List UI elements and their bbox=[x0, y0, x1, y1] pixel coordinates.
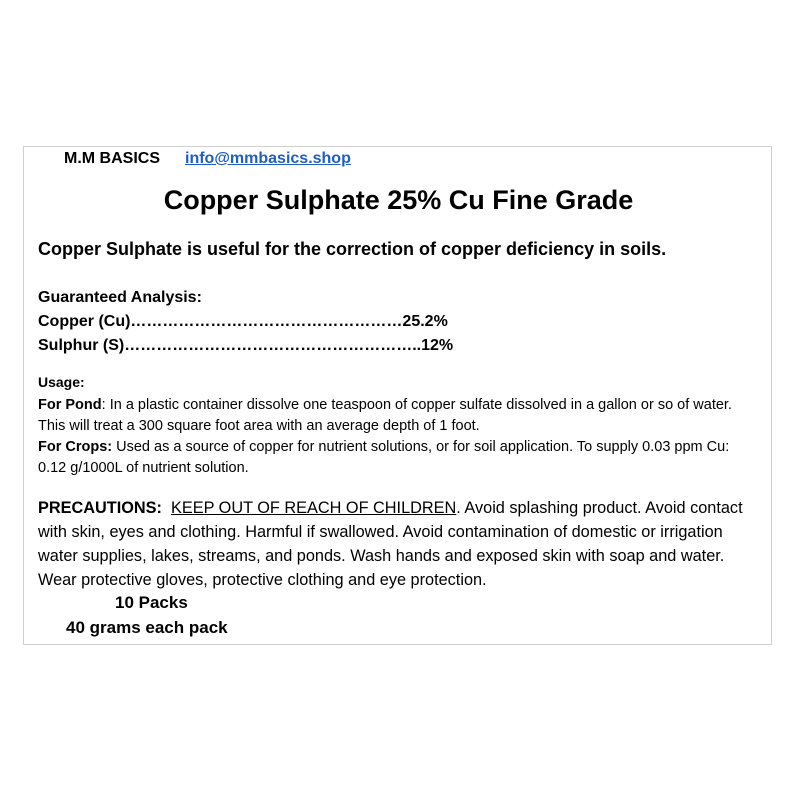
precautions-warning: KEEP OUT OF REACH OF CHILDREN bbox=[171, 499, 457, 517]
usage-crops bbox=[38, 437, 760, 479]
pack-weight: 40 grams each pack bbox=[66, 618, 228, 637]
product-label bbox=[23, 146, 772, 645]
analysis-heading: Guaranteed Analysis: bbox=[38, 289, 202, 306]
email-link[interactable]: info@mmbasics.shop bbox=[185, 150, 351, 167]
usage-pond bbox=[38, 395, 760, 437]
precautions-label: PRECAUTIONS: bbox=[38, 499, 162, 517]
analysis-row-copper: Copper (Cu)……………………………………………25.2% bbox=[38, 313, 448, 330]
intro-text: Copper Sulphate is useful for the correction of copper deficiency in soils. bbox=[38, 239, 667, 259]
crops-text: Used as a source of copper for nutrient solutions, or for soil application. To supply 0.03 ppm Cu: 0.12 g/1000L of nutrient solution. bbox=[38, 439, 730, 476]
precautions bbox=[38, 496, 763, 592]
usage-heading: Usage: bbox=[38, 374, 85, 390]
brand-name: M.M BASICS bbox=[64, 150, 160, 167]
analysis-row-sulphur: Sulphur (S)………………………………………………..12% bbox=[38, 337, 454, 354]
crops-label: For Crops: bbox=[38, 439, 113, 455]
pond-label: For Pond bbox=[38, 397, 102, 413]
pond-text: : In a plastic container dissolve one teaspoon of copper sulfate dissolved in a gallon or so of water. This will treat a 300 square foot area with an average depth of 1 foot. bbox=[38, 397, 732, 434]
product-title: Copper Sulphate 25% Cu Fine Grade bbox=[163, 185, 634, 215]
precautions-text: . Avoid splashing product. Avoid contact with skin, eyes and clothing. Harmful if swallowed. Avoid contamination of domestic or irrigation water supplies, lakes, streams, and ponds. Wash hands and exposed skin with soap and water. Wear protective gloves, protective clothing and eye protection. bbox=[38, 499, 743, 589]
pack-count: 10 Packs bbox=[115, 593, 188, 612]
